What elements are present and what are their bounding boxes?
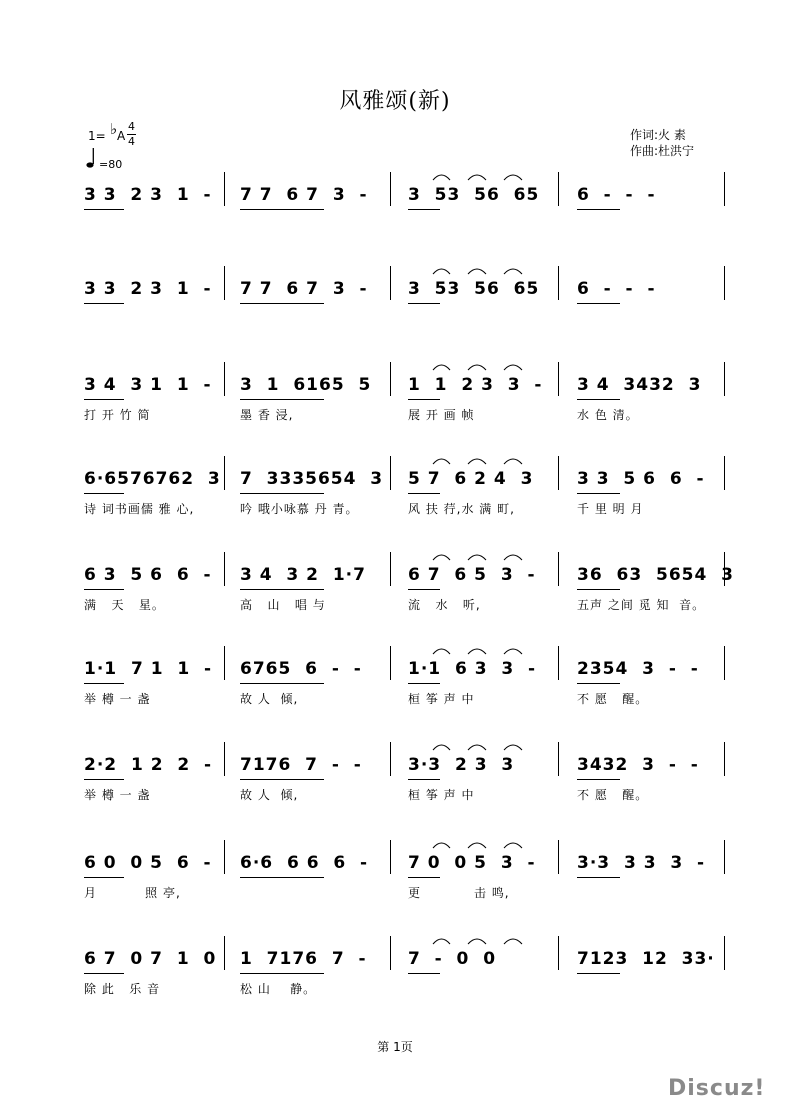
measure: 6·6 6 6 6 - <box>240 853 369 873</box>
bar-line <box>724 456 725 490</box>
notes-line <box>0 464 790 494</box>
beam-underline <box>240 209 324 210</box>
bar-line <box>558 840 559 874</box>
lyric-text: 举 樽 一 盏 <box>84 788 151 802</box>
beam-underline <box>240 779 324 780</box>
lyric-text: 不 愿 醒。 <box>577 788 649 802</box>
measure: 3 1 6165 5 <box>240 375 372 395</box>
notes-line <box>0 274 790 304</box>
quarter-note-icon <box>86 147 96 169</box>
meter-numerator: 4 <box>128 120 135 133</box>
lyric-text: 打 开 竹 简 <box>84 408 151 422</box>
beam-underline <box>84 779 124 780</box>
beam-underline <box>577 493 620 494</box>
measure: 3 53 56 65 <box>408 279 540 299</box>
bar-line <box>390 552 391 586</box>
beam-underline <box>577 209 620 210</box>
beam-underline <box>408 589 440 590</box>
lyric-text: 不 愿 醒。 <box>577 692 649 706</box>
lyric-text: 满 天 星。 <box>84 598 165 612</box>
measure: 5 7 6 2 4 3 <box>408 469 534 489</box>
measure: 6 - - - <box>577 279 656 299</box>
notes-line <box>0 944 790 974</box>
measure: 6765 6 - - <box>240 659 362 679</box>
measure: 2354 3 - - <box>577 659 699 679</box>
bar-line <box>558 456 559 490</box>
lyric-text: 高 山 唱 与 <box>240 598 326 612</box>
bar-line <box>390 742 391 776</box>
bar-line <box>224 456 225 490</box>
bar-line <box>558 742 559 776</box>
measure: 6 - - - <box>577 185 656 205</box>
beam-underline <box>408 303 440 304</box>
bar-line <box>724 362 725 396</box>
notes-line <box>0 370 790 400</box>
key-prefix: 1= <box>88 129 106 143</box>
beam-underline <box>577 399 620 400</box>
bar-line <box>724 552 725 586</box>
beam-underline <box>240 877 324 878</box>
notes-line <box>0 654 790 684</box>
beam-underline <box>577 683 620 684</box>
bar-line <box>390 840 391 874</box>
composer-credit: 作曲:杜洪宁 <box>630 144 695 158</box>
lyric-text: 吟 哦小咏慕 丹 青。 <box>240 502 359 516</box>
measure: 1 7176 7 - <box>240 949 367 969</box>
measure: 2·2 1 2 2 - <box>84 755 213 775</box>
bar-line <box>724 742 725 776</box>
beam-underline <box>84 209 124 210</box>
measure: 3432 3 - - <box>577 755 699 775</box>
measure: 6 7 0 7 1 0 <box>84 949 217 969</box>
measure: 3·3 2 3 3 <box>408 755 515 775</box>
bar-line <box>390 172 391 206</box>
bar-line <box>390 936 391 970</box>
beam-underline <box>240 399 324 400</box>
measure: 6·6576762 3 <box>84 469 221 489</box>
lyric-text: 展 开 画 帧 <box>408 408 475 422</box>
credits <box>630 127 694 159</box>
bar-line <box>558 266 559 300</box>
watermark-logo: Discuz! <box>668 1076 766 1101</box>
bar-line <box>224 266 225 300</box>
page-footer: 第 1页 <box>377 1040 413 1054</box>
lyric-text: 墨 香 浸, <box>240 408 294 422</box>
beam-underline <box>577 877 620 878</box>
lyric-text: 千 里 明 月 <box>577 502 644 516</box>
beam-underline <box>240 589 324 590</box>
beam-underline <box>577 589 620 590</box>
bar-line <box>390 646 391 680</box>
beam-underline <box>408 779 440 780</box>
beam-underline <box>84 589 124 590</box>
measure: 6 0 0 5 6 - <box>84 853 212 873</box>
lyric-text: 举 樽 一 盏 <box>84 692 151 706</box>
beam-underline <box>84 683 124 684</box>
measure: 3 4 3 2 1·7 <box>240 565 366 585</box>
bar-line <box>224 646 225 680</box>
bar-line <box>724 266 725 300</box>
measure: 3 4 3432 3 <box>577 375 702 395</box>
bar-line <box>558 936 559 970</box>
beam-underline <box>84 973 124 974</box>
lyricist-credit: 作词:火 素 <box>630 128 686 142</box>
measure: 36 63 5654 3 <box>577 565 734 585</box>
measure: 1 1 2 3 3 - <box>408 375 543 395</box>
lyric-text: 月 照 亭, <box>84 886 181 900</box>
lyric-text: 风 扶 荇,水 满 町, <box>408 502 515 516</box>
bar-line <box>224 172 225 206</box>
measure: 7 3335654 3 <box>240 469 384 489</box>
bar-line <box>390 266 391 300</box>
bar-line <box>724 936 725 970</box>
beam-underline <box>240 683 324 684</box>
notes-line <box>0 180 790 210</box>
measure: 3 3 2 3 1 - <box>84 185 212 205</box>
lyric-text: 故 人 倾, <box>240 788 299 802</box>
lyric-text: 诗 词书画儒 雅 心, <box>84 502 195 516</box>
bar-line <box>390 456 391 490</box>
bar-line <box>724 172 725 206</box>
page-title: 风雅颂(新) <box>339 89 451 114</box>
measure: 3 4 3 1 1 - <box>84 375 212 395</box>
lyric-text: 除 此 乐 音 <box>84 982 161 996</box>
beam-underline <box>408 683 440 684</box>
lyric-text: 流 水 听, <box>408 598 481 612</box>
bar-line <box>224 362 225 396</box>
measure: 3 53 56 65 <box>408 185 540 205</box>
measure: 7176 7 - - <box>240 755 362 775</box>
measure: 7123 12 33· <box>577 949 715 969</box>
measure: 7 7 6 7 3 - <box>240 279 368 299</box>
beam-underline <box>240 303 324 304</box>
beam-underline <box>408 973 440 974</box>
beam-underline <box>240 973 324 974</box>
notes-line <box>0 848 790 878</box>
measure: 3 3 5 6 6 - <box>577 469 705 489</box>
lyric-text: 桓 筝 声 中 <box>408 692 475 706</box>
bar-line <box>724 646 725 680</box>
lyric-text: 故 人 倾, <box>240 692 299 706</box>
lyric-text: 松 山 静。 <box>240 982 317 996</box>
bar-line <box>558 172 559 206</box>
bar-line <box>224 742 225 776</box>
beam-underline <box>408 877 440 878</box>
tempo-mark: =80 <box>99 158 123 171</box>
measure: 7 - 0 0 <box>408 949 497 969</box>
beam-underline <box>84 493 124 494</box>
lyric-text: 五声 之间 觅 知 音。 <box>577 598 706 612</box>
bar-line <box>558 362 559 396</box>
measure: 6 7 6 5 3 - <box>408 565 536 585</box>
bar-line <box>724 840 725 874</box>
flat-symbol: ♭ <box>110 120 118 138</box>
bar-line <box>224 840 225 874</box>
key-letter: A <box>117 129 126 143</box>
measure: 7 7 6 7 3 - <box>240 185 368 205</box>
measure: 6 3 5 6 6 - <box>84 565 212 585</box>
measure: 7 0 0 5 3 - <box>408 853 536 873</box>
bar-line <box>390 362 391 396</box>
beam-underline <box>84 399 124 400</box>
notes-line <box>0 560 790 590</box>
beam-underline <box>408 399 440 400</box>
beam-underline <box>577 303 620 304</box>
beam-underline <box>577 779 620 780</box>
beam-underline <box>84 303 124 304</box>
beam-underline <box>84 877 124 878</box>
beam-underline <box>240 493 324 494</box>
measure: 1·1 6 3 3 - <box>408 659 537 679</box>
bar-line <box>558 646 559 680</box>
measure: 3 3 2 3 1 - <box>84 279 212 299</box>
bar-line <box>558 552 559 586</box>
lyric-text: 桓 筝 声 中 <box>408 788 475 802</box>
bar-line <box>224 552 225 586</box>
beam-underline <box>408 493 440 494</box>
beam-underline <box>577 973 620 974</box>
lyric-text: 水 色 清。 <box>577 408 639 422</box>
beam-underline <box>408 209 440 210</box>
measure: 3·3 3 3 3 - <box>577 853 706 873</box>
meter-denominator: 4 <box>128 135 135 148</box>
bar-line <box>224 936 225 970</box>
lyric-text: 更 击 鸣, <box>408 886 510 900</box>
notes-line <box>0 750 790 780</box>
key-signature <box>86 120 156 170</box>
measure: 1·1 7 1 1 - <box>84 659 213 679</box>
